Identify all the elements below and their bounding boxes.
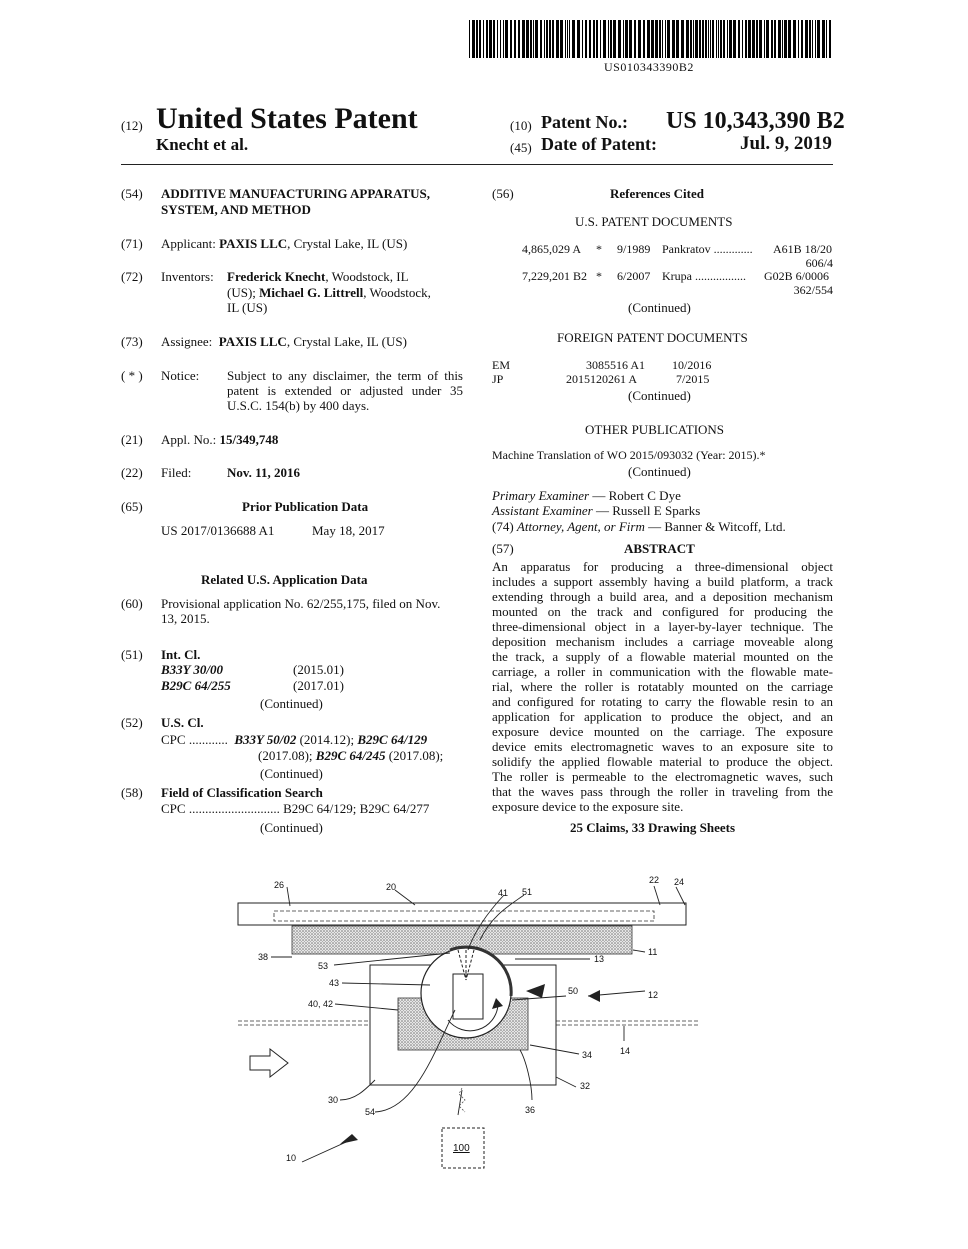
barcode-bar [748,20,751,58]
code-65: (65) [121,499,143,514]
barcode-bar [486,20,488,58]
notice-line3: U.S.C. 154(b) by 400 days. [227,398,370,413]
abstract-line: carriage, a roller in communication with the flowable mate- [492,664,833,679]
barcode-bar [651,20,654,58]
barcode-bar [766,20,769,58]
barcode-bar [603,20,606,58]
applicant-label: Applicant: [161,236,216,251]
barcode-bar [546,20,548,58]
attorney-label: Attorney, Agent, or Firm [516,519,645,534]
barcode-bar [712,20,714,58]
abstract-line: three-dimensional object in a layer-by-layer technique. The [492,619,833,634]
label-12: 12 [648,990,659,1000]
notice-label: Notice: [161,368,200,383]
barcode-bar [505,20,508,58]
barcode-bar [720,20,722,58]
barcode-bar [798,20,799,58]
label-13: 13 [594,954,605,964]
barcode-bar [809,20,811,58]
inventors-label: Inventors: [161,269,214,284]
abstract-line: An apparatus for producing a three-dimensional object [492,559,833,574]
barcode-bar [560,20,563,58]
authors: Knecht et al. [156,135,249,154]
barcode-bar [613,20,616,58]
uscl-cpc: CPC ............ [161,732,228,747]
abstract-line: The roller is permeable to the electromagnetic waves, such [492,769,833,784]
assistant-examiner-label: Assistant Examiner [492,503,593,518]
barcode-bar [567,20,568,58]
foreign-ref-2-date: 7/2015 [676,372,710,386]
us-ref-1-class: A61B 18/20 [773,242,833,256]
arrow-12-head [588,990,600,1002]
label-10: 10 [286,1153,297,1163]
appl-no-field [161,432,278,447]
barcode-bar [623,20,624,58]
inventor-2-loc: , Woodstock, [363,285,431,300]
barcode-bar [784,20,787,58]
code-74: (74) [492,519,514,534]
foreign-docs-heading: FOREIGN PATENT DOCUMENTS [557,330,748,345]
patent-no-label: Patent No.: [541,112,628,132]
barcode-bar [552,20,554,58]
abstract-line: that the waves pass through the roller in traveling from the [492,784,833,799]
barcode-bar [733,20,736,58]
barcode-bar [672,20,675,58]
barcode-bar [742,20,743,58]
filed-value: Nov. 11, 2016 [227,465,300,480]
barcode-bar [729,20,732,58]
label-54: 54 [365,1107,376,1117]
abstract-line: rial, where the roller is rotatably mounted on the carriage [492,679,833,694]
field-search-label: Field of Classification Search [161,785,323,800]
label-100: 100 [453,1143,470,1154]
label-30: 30 [328,1095,339,1105]
code-56: (56) [492,186,514,201]
invention-title-line2: SYSTEM, AND METHOD [161,202,311,217]
label-24: 24 [674,877,685,887]
abstract-line: mounted on the track and configured for producing the [492,604,833,619]
barcode-bar [522,20,525,58]
barcode-bar [500,20,501,58]
foreign-ref-1-country: EM [492,358,510,372]
abstract-body [492,559,833,814]
barcode-bar [815,20,816,58]
barcode-bar [608,20,609,58]
applicant-location: , Crystal Lake, IL (US) [287,236,408,251]
barcode-bar [479,20,481,58]
us-docs-heading: U.S. PATENT DOCUMENTS [575,214,733,229]
travel-direction-arrow [250,1049,288,1077]
barcode-bar [738,20,740,58]
barcode-bar [655,20,658,58]
barcode-bar [469,20,470,58]
intcl-date-1: (2015.01) [293,662,344,677]
barcode-bar [690,20,692,58]
prior-pub-number: US 2017/0136688 A1 [161,523,275,538]
barcode-bar [572,20,575,58]
date-label: Date of Patent: [541,134,657,154]
arrow-10-head [340,1134,358,1144]
barcode-bar [647,20,650,58]
code-71: (71) [121,236,143,251]
barcode-bar [600,20,601,58]
barcode-bar [665,20,666,58]
abstract-line: includes a support assembly having a build platform, a track [492,574,833,589]
label-53: 53 [318,961,329,971]
label-26: 26 [274,880,285,890]
filed-label: Filed: [161,465,192,480]
header-divider [121,164,833,165]
attorney-name: — Banner & Witcoff, Ltd. [644,519,786,534]
assignee-location: , Crystal Lake, IL (US) [286,334,407,349]
inventors-line2 [227,285,431,300]
barcode-bar [693,20,694,58]
barcode-bar [805,20,808,58]
patent-title: United States Patent [156,102,418,135]
barcode-bar [826,20,827,58]
barcode-bar [544,20,545,58]
barcode-bar [759,20,762,58]
barcode-bar [778,20,781,58]
barcode-bar [801,20,803,58]
barcode-bar [514,20,516,58]
us-ref-1-name: Pankratov ............. [662,242,753,256]
abstract-line: solidify the applied flowable material to produce the object. [492,754,833,769]
barcode-bar [771,20,773,58]
abstract-line: application for application to produce the object, and an [492,709,833,724]
code-12: (12) [121,118,143,133]
primary-examiner-name: — Robert C Dye [589,488,681,503]
barcode-bar [638,20,641,58]
barcode-bar [764,20,765,58]
code-10: (10) [510,118,532,133]
barcode-bar [589,20,591,58]
references-heading: References Cited [610,186,704,201]
provisional-line2: 13, 2015. [161,611,210,626]
inventor-2: Michael G. Littrell [259,285,364,300]
uscl-line1 [161,732,427,747]
barcode-bar [472,20,475,58]
claims-count: 25 Claims, 33 Drawing Sheets [570,820,736,835]
barcode-bar [585,20,587,58]
barcode-bar [518,20,520,58]
barcode-bar [643,20,645,58]
barcode-bar [634,20,636,58]
barcode [469,20,833,58]
label-51: 51 [522,887,533,897]
barcode-bar [695,20,698,58]
label-40-42: 40, 42 [308,999,334,1009]
primary-examiner-label: Primary Examiner [492,488,590,503]
barcode-bar [618,20,621,58]
barcode-bar [503,20,504,58]
inventor-1: Frederick Knecht [227,269,326,284]
assistant-examiner [492,503,700,518]
label-22: 22 [649,875,660,885]
label-34: 34 [582,1050,593,1060]
other-pubs-heading: OTHER PUBLICATIONS [585,422,725,437]
barcode-bar [782,20,783,58]
barcode-bar [629,20,632,58]
barcode-bar [702,20,704,58]
foreign-ref-2-country: JP [492,372,504,386]
code-58: (58) [121,785,143,800]
code-60: (60) [121,596,143,611]
abstract-line: the track, a supply of a flowable material mounted on the [492,649,833,664]
barcode-bar [667,20,670,58]
barcode-bar [676,20,679,58]
uscl-continued: (Continued) [260,766,323,781]
abstract-line: extending through a build area, and a deposition mechanism [492,589,833,604]
barcode-bar [710,20,711,58]
uscl-date-2: (2017.08); [258,748,316,763]
barcode-bar [596,20,598,58]
prior-pub-heading: Prior Publication Data [242,499,369,514]
other-pub-1: Machine Translation of WO 2015/093032 (Year: 2015).* [492,448,766,462]
field-search-continued: (Continued) [260,820,323,835]
barcode-bar [535,20,538,58]
invention-title-line1: ADDITIVE MANUFACTURING APPARATUS, [161,186,431,201]
prior-pub-date: May 18, 2017 [312,523,385,538]
barcode-bar [510,20,512,58]
intcl-date-2: (2017.01) [293,678,344,693]
abstract-line: and configured for rotating to carry the flowable resin to an [492,694,833,709]
foreign-ref-1-date: 10/2016 [672,358,712,372]
uscl-class-1: B33Y 50/02 [234,732,297,747]
barcode-number: US010343390B2 [604,60,694,74]
label-43: 43 [329,978,340,988]
barcode-bar [530,20,532,58]
intcl-label: Int. Cl. [161,647,201,662]
barcode-bar [582,20,583,58]
intcl-class-1: B33Y 30/00 [161,662,223,677]
us-ref-2-star: * [596,269,602,283]
barcode-bar [549,20,551,58]
code-notice: ( * ) [121,368,143,383]
barcode-bar [493,20,495,58]
barcode-bar [822,20,825,58]
barcode-bar [625,20,628,58]
barcode-bar [817,20,820,58]
barcode-bar [756,20,758,58]
barcode-bar [565,20,566,58]
barcode-bar [659,20,661,58]
code-57: (57) [492,541,514,556]
assignee-name: PAXIS LLC [218,334,287,349]
inventors-line3: IL (US) [227,300,268,315]
barcode-bar [681,20,684,58]
us-ref-2-name: Krupa ................. [662,269,746,283]
assignee-label: Assignee: [161,334,213,349]
barcode-bar [774,20,776,58]
barcode-bar [662,20,663,58]
applicant-field [161,236,407,251]
abstract-line: exposure device mounted on the carriage. The exposure [492,724,833,739]
appl-no-label: Appl. No.: [161,432,217,447]
attorney [492,519,786,534]
related-heading: Related U.S. Application Data [201,572,368,587]
uscl-class-2: B29C 64/129 [357,732,428,747]
code-45: (45) [510,140,532,155]
barcode-bar [716,20,717,58]
barcode-bar [593,20,595,58]
abstract-heading: ABSTRACT [624,541,695,556]
barcode-bar [718,20,719,58]
inventor-1-country: (US); [227,285,260,300]
barcode-bar [540,20,542,58]
label-11: 11 [648,947,658,957]
provisional-line1: Provisional application No. 62/255,175, filed on Nov. [161,596,441,611]
label-50: 50 [568,986,579,996]
barcode-bar [483,20,484,58]
build-platform [238,903,686,925]
foreign-ref-1-number: 3085516 A1 [586,358,646,372]
code-21: (21) [121,432,143,447]
field-search-cpc: CPC ............................ B29C 64/129; B29C 64/277 [161,801,430,816]
label-32: 32 [580,1081,591,1091]
label-14: 14 [620,1046,631,1056]
primary-examiner [492,488,681,503]
patent-drawing [230,870,700,1180]
other-pubs-continued: (Continued) [628,464,691,479]
us-docs-continued: (Continued) [628,300,691,315]
assignee-field [161,334,407,349]
foreign-docs-continued: (Continued) [628,388,691,403]
patent-number: US 10,343,390 B2 [666,108,845,134]
barcode-bar [752,20,755,58]
barcode-bar [577,20,580,58]
barcode-bar [699,20,701,58]
barcode-bar [556,20,559,58]
barcode-bar [708,20,709,58]
us-ref-1-star: * [596,242,602,256]
uscl-line2 [258,748,443,763]
barcode-bar [610,20,612,58]
us-ref-1-date: 9/1989 [617,242,651,256]
code-51: (51) [121,647,143,662]
barcode-bar [476,20,478,58]
code-73: (73) [121,334,143,349]
barcode-bar [497,20,498,58]
patent-date: Jul. 9, 2019 [740,133,832,154]
barcode-bar [727,20,728,58]
abstract-line: exposure device to the exposure site. [492,799,684,814]
abstract-line: device emits electromagnetic waves to an exposure site to [492,739,833,754]
uscl-date-3: (2017.08); [385,748,444,763]
barcode-bar [705,20,707,58]
intcl-class-2: B29C 64/255 [161,678,231,693]
barcode-bar [723,20,725,58]
foreign-ref-2-number: 2015120261 A [566,372,638,386]
code-22: (22) [121,465,143,480]
code-54: (54) [121,186,143,201]
us-ref-2-number: 7,229,201 B2 [522,269,588,283]
notice-line2: patent is extended or adjusted under 35 [227,383,463,398]
us-ref-2-class2: 362/554 [793,283,833,297]
us-ref-1-number: 4,865,029 A [522,242,582,256]
label-41: 41 [498,888,509,898]
uscl-label: U.S. Cl. [161,715,204,730]
uscl-date-1: (2014.12); [296,732,358,747]
barcode-bar [533,20,534,58]
us-ref-1-class2: 606/4 [805,256,833,270]
code-72: (72) [121,269,143,284]
barcode-bar [793,20,796,58]
intcl-continued: (Continued) [260,696,323,711]
label-36: 36 [525,1105,536,1115]
uscl-class-3: B29C 64/245 [315,748,386,763]
barcode-bar [569,20,570,58]
barcode-bar [812,20,813,58]
us-ref-2-class: G02B 6/0006 [764,269,830,283]
assistant-examiner-name: — Russell E Sparks [592,503,701,518]
abstract-line: deposition mechanism includes a carriage moveable along [492,634,833,649]
barcode-bar [829,20,831,58]
code-52: (52) [121,715,143,730]
inventor-1-loc: , Woodstock, IL [325,269,409,284]
label-38: 38 [258,952,269,962]
barcode-bar [745,20,747,58]
applicant-name: PAXIS LLC [219,236,288,251]
barcode-bar [489,20,492,58]
label-20: 20 [386,882,397,892]
appl-no-value: 15/349,748 [219,432,279,447]
barcode-bar [788,20,791,58]
barcode-bar [526,20,529,58]
inventors-line1 [227,269,409,284]
notice-line1: Subject to any disclaimer, the term of this [227,368,463,383]
us-ref-2-date: 6/2007 [617,269,651,283]
barcode-bar [686,20,689,58]
